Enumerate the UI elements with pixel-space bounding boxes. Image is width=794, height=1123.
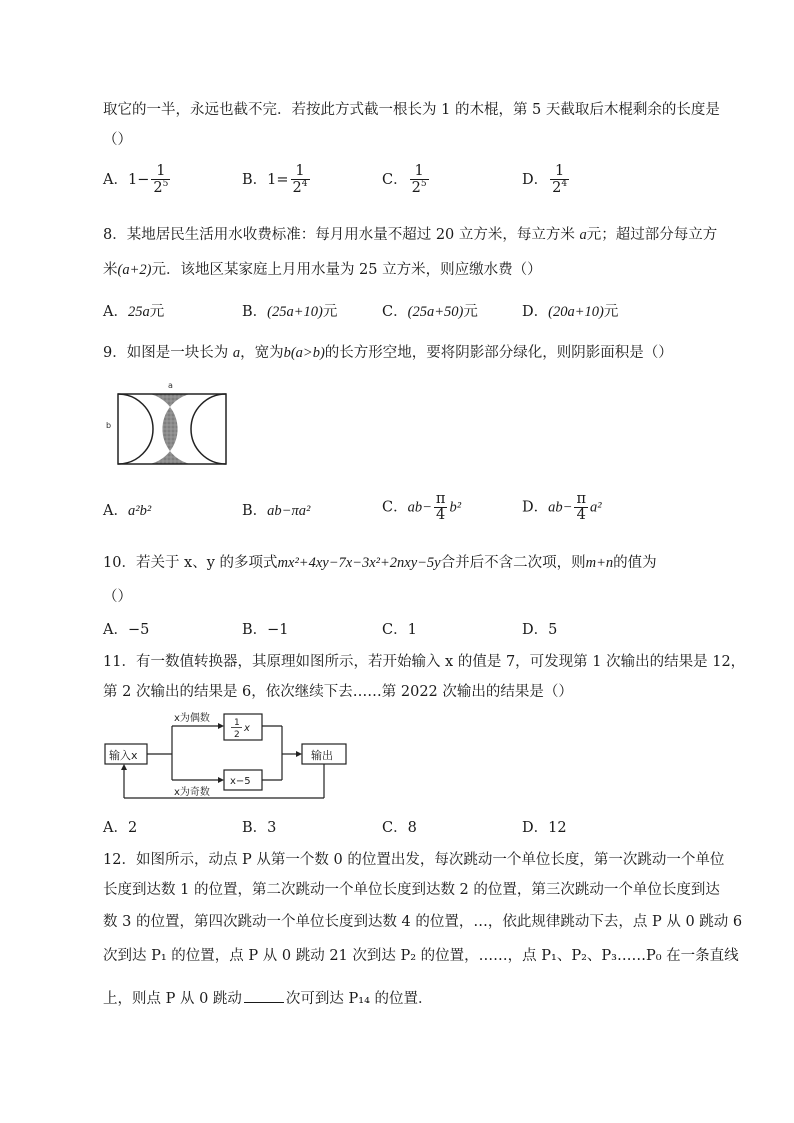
input-label: 输入x: [109, 749, 138, 762]
q9-stem: 9．如图是一块长为 a，宽为b(a>b)的长方形空地，要将阴影部分绿化，则阴影面积是（）: [103, 345, 673, 361]
half-x-box: [224, 714, 262, 740]
q8-option-c[interactable]: C．(25a+50)元: [382, 304, 478, 320]
q12-line3: 数 3 的位置，第四次跳动一个单位长度到达数 4 的位置，…，依此规律跳动下去，点 P 从 0 跳动 6: [103, 914, 743, 930]
q12-line4: 次到达 P₁ 的位置，点 P 从 0 跳动 21 次到达 P₂ 的位置，……，点 P₁、P₂、P₃……P₀ 在一条直线: [103, 948, 739, 964]
output-label: 输出: [311, 749, 333, 762]
option-label: D．: [522, 172, 549, 189]
label-b: b: [106, 421, 112, 430]
option-label: B．: [242, 172, 268, 189]
q7-option-d[interactable]: D． $\frac{1}{2^4}$: [522, 163, 568, 197]
q9-option-d[interactable]: D．ab− $\frac{\pi}{4}$ a²: [522, 491, 602, 524]
q7-stem-line2: （）: [103, 132, 132, 148]
q10-option-b[interactable]: B．−1: [242, 622, 289, 638]
q11-stem-line2: 第 2 次输出的结果是 6，依次继续下去……第 2022 次输出的结果是（）: [103, 684, 573, 700]
half-variable: x: [244, 723, 250, 734]
q10-option-c[interactable]: C．1: [382, 622, 417, 638]
q12-line5: 上，则点 P 从 0 跳动 次可到达 P₁₄ 的位置．: [103, 991, 433, 1007]
q12-line2: 长度到达数 1 的位置，第二次跳动一个单位长度到达数 2 的位置，第三次跳动一个单位长度到达: [103, 882, 720, 898]
odd-branch-label: x为奇数: [174, 787, 210, 798]
q7-option-b[interactable]: B．1= $\frac{1}{2^4}$: [242, 163, 308, 197]
q11-option-b[interactable]: B．3: [242, 820, 277, 836]
q10-option-a[interactable]: A．−5: [103, 622, 150, 638]
q12-line1: 12．如图所示，动点 P 从第一个数 0 的位置出发，每次跳动一个单位长度，第一次跳动一个单位: [103, 852, 725, 868]
q7-option-c[interactable]: C． $\frac{1}{2^5}$: [382, 163, 427, 197]
q11-stem-line1: 11．有一数值转换器，其原理如图所示，若开始输入 x 的值是 7，可发现第 1 次输出的结果是 12，: [103, 654, 746, 670]
option-label: A．: [103, 172, 128, 189]
half-denominator: 2: [234, 730, 240, 740]
q10-stem-line1: 10．若关于 x、y 的多项式mx²+4xy−7x−3x²+2nxy−5y合并后不含二次项，则m+n的值为: [103, 555, 657, 571]
q11-option-c[interactable]: C．8: [382, 820, 417, 836]
even-branch-label: x为偶数: [174, 713, 210, 724]
q10-option-d[interactable]: D．5: [522, 622, 558, 638]
right-semicircle: [191, 394, 226, 464]
q8-stem-line2: 米(a+2)元．该地区某家庭上月用水量为 25 立方米，则应缴水费（）: [103, 262, 542, 278]
q8-option-a[interactable]: A．25a元: [103, 304, 165, 320]
q8-stem-line1: 8．某地居民生活用水收费标准：每月用水量不超过 20 立方米，每立方米 a元；超过部分每立方: [103, 227, 718, 243]
label-a: a: [168, 381, 173, 390]
option-label: C．: [382, 172, 408, 189]
q9-option-b[interactable]: B．ab−πa²: [242, 503, 311, 519]
answer-blank[interactable]: [244, 1001, 284, 1003]
q10-stem-line2: （）: [103, 589, 132, 605]
q9-rectangle-figure: [100, 378, 240, 470]
q8-option-d[interactable]: D．(20a+10)元: [522, 304, 619, 320]
q11-converter-flowchart: [100, 708, 355, 803]
q11-option-d[interactable]: D．12: [522, 820, 567, 836]
q9-option-c[interactable]: C．ab− $\frac{\pi}{4}$ b²: [382, 491, 462, 524]
half-numerator: 1: [234, 718, 240, 728]
q7-stem-line1: 取它的一半，永远也截不完．若按此方式截一根长为 1 的木棍，第 5 天截取后木棍剩余的长度是: [103, 102, 720, 118]
q8-option-b[interactable]: B．(25a+10)元: [242, 304, 338, 320]
q11-option-a[interactable]: A．2: [103, 820, 138, 836]
minus-five-label: x−5: [230, 776, 251, 787]
left-semicircle: [118, 394, 153, 464]
q9-option-a[interactable]: A．a²b²: [103, 503, 152, 519]
q7-option-a[interactable]: A．1− $\frac{1}{2^5}$: [103, 163, 169, 197]
shaded-region: [150, 394, 190, 464]
